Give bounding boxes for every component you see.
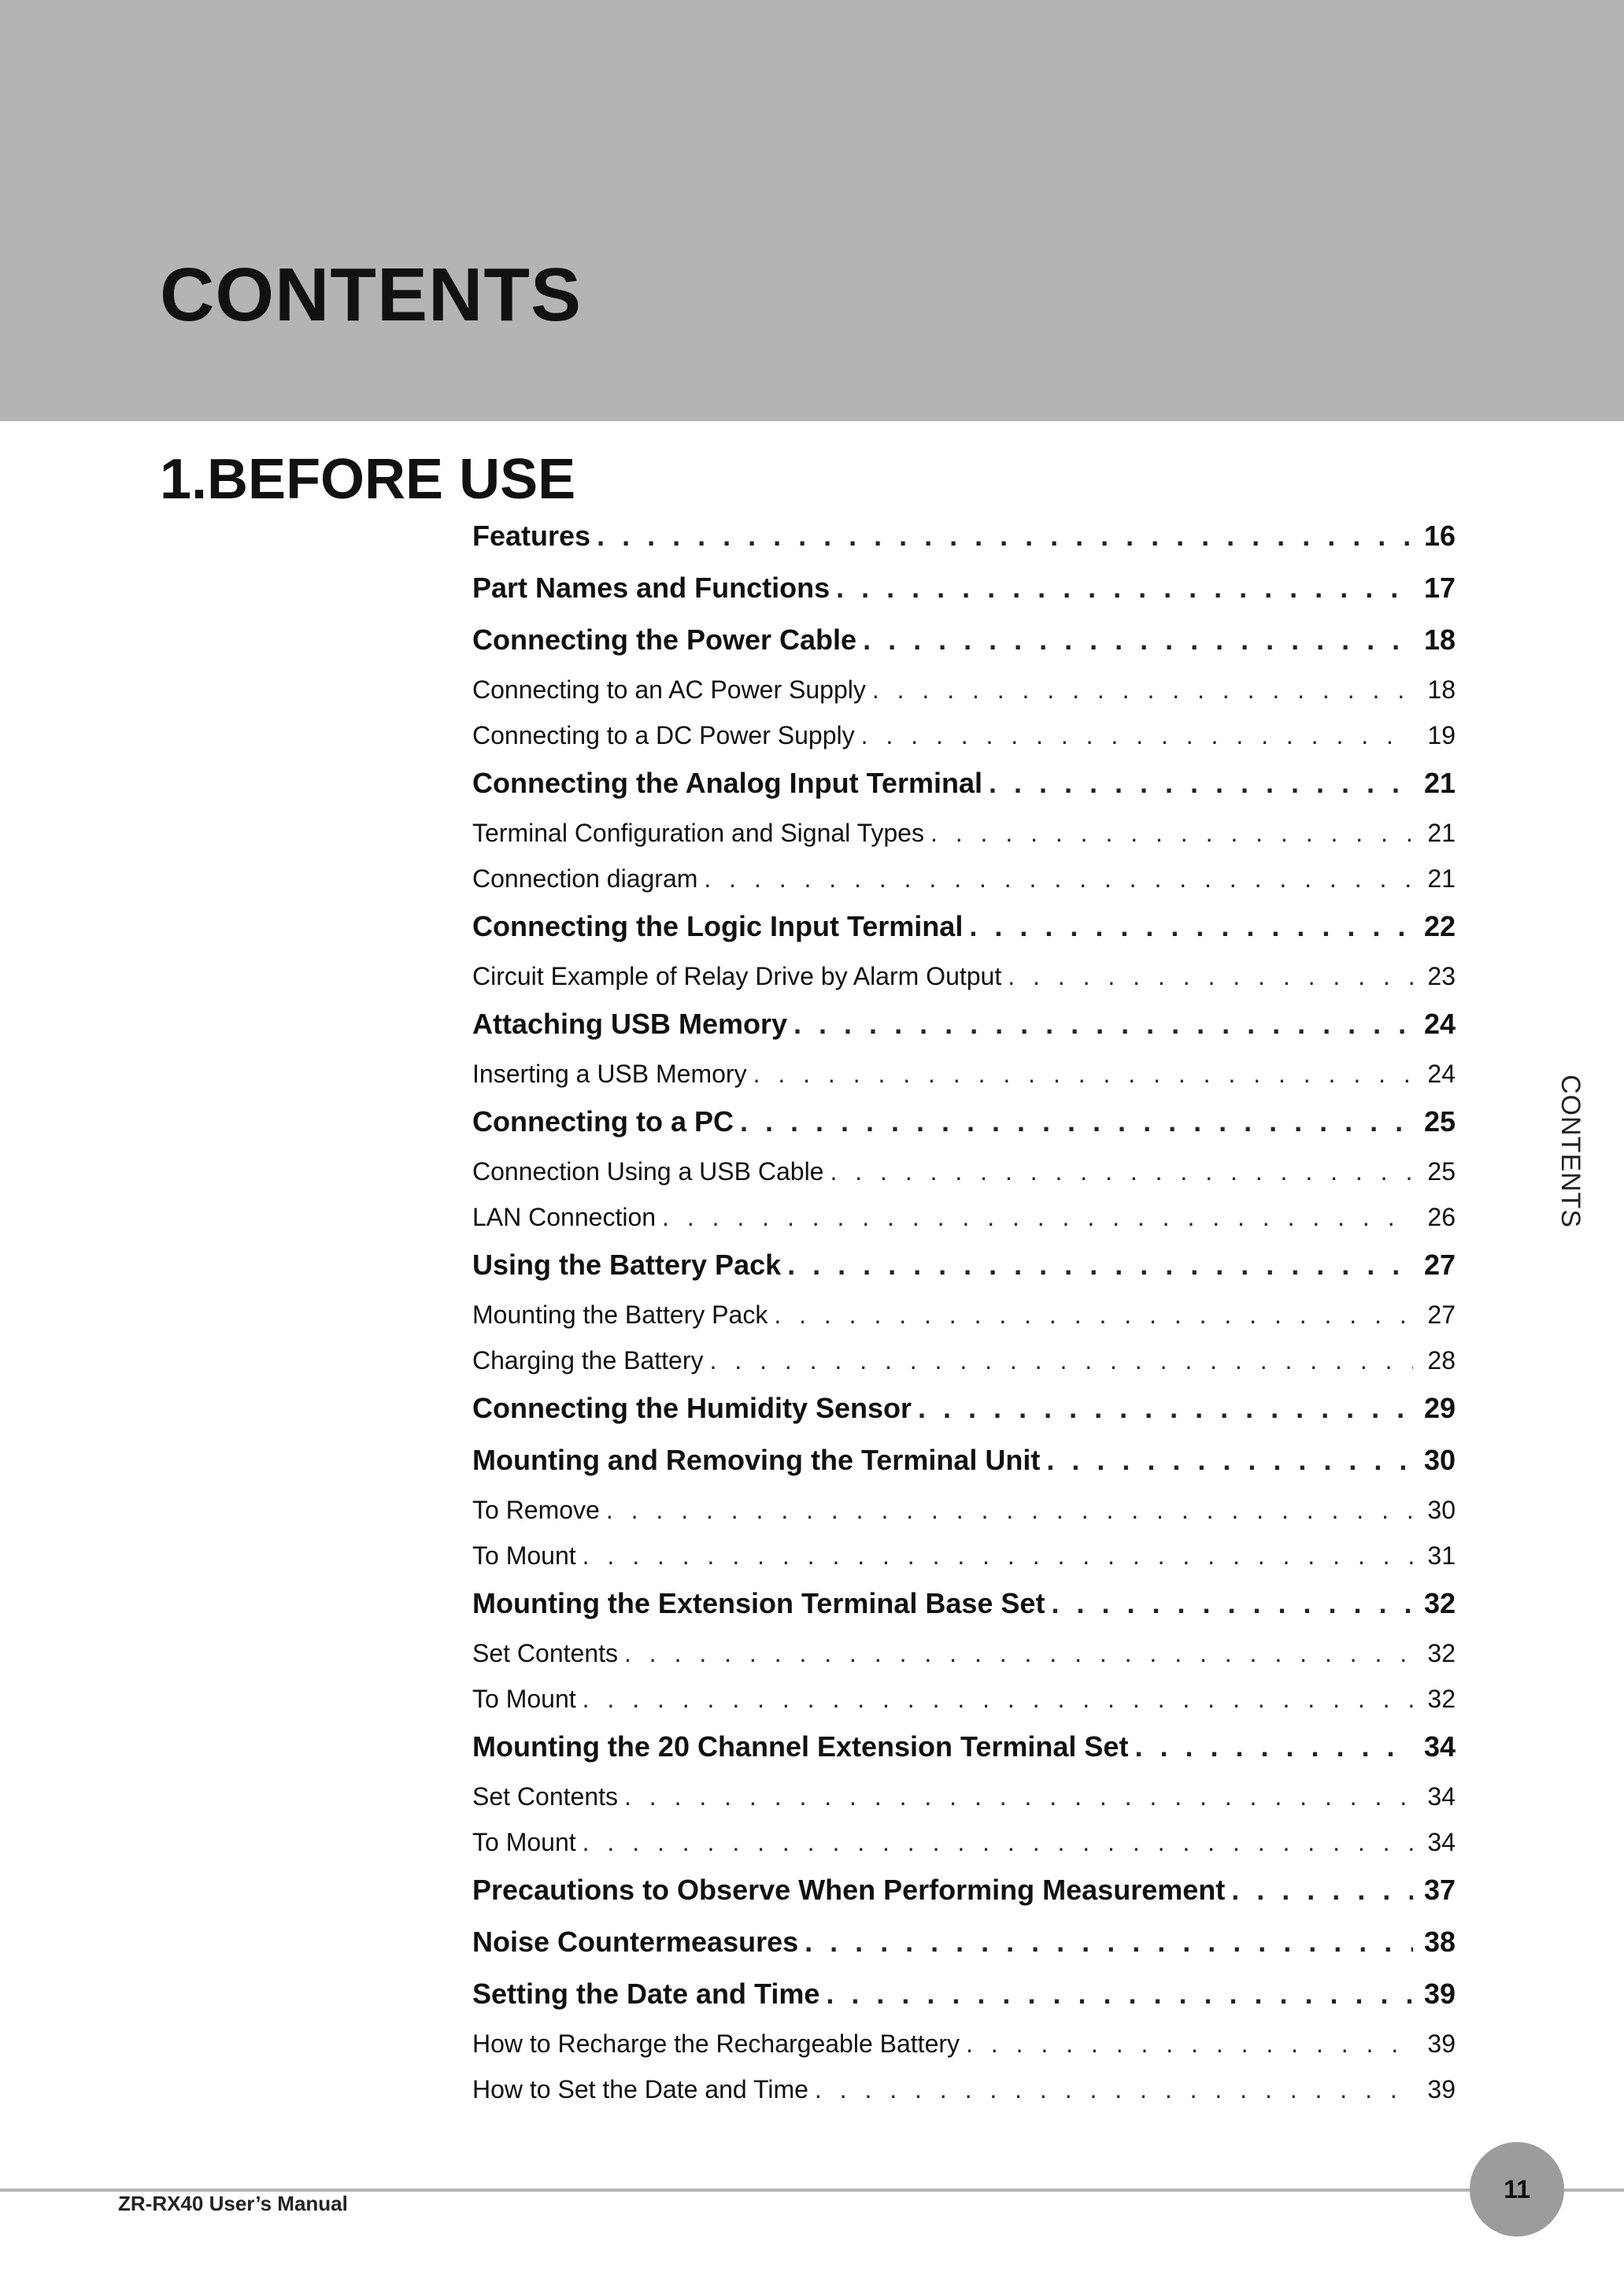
toc-entry-label: Inserting a USB Memory [472,1060,747,1088]
toc-dot-leader [930,819,1413,848]
toc-entry[interactable] [472,1978,1456,2029]
toc-entry-label: Connecting to an AC Power Supply [472,675,866,704]
toc-entry[interactable] [472,623,1456,675]
toc-dot-leader [1008,962,1413,991]
page-number: 11 [1504,2174,1530,2203]
toc-entry[interactable] [472,1105,1456,1157]
toc-entry-page: 27 [1423,1249,1456,1281]
page-title: CONTENTS [160,253,582,337]
toc-entry-page: 39 [1423,1978,1456,2010]
toc-entry-page: 39 [1427,2029,1456,2058]
toc-entry-page: 37 [1423,1874,1456,1906]
toc-entry[interactable] [472,1587,1456,1639]
toc-entry-page: 39 [1427,2075,1456,2103]
toc-entry-label: Charging the Battery [472,1346,704,1375]
toc-entry-label: Connection diagram [472,864,698,893]
toc-entry-page: 16 [1423,520,1456,552]
toc-entry-page: 18 [1427,675,1456,704]
toc-entry-label: Features [472,520,591,552]
toc-subentry[interactable] [472,1060,1456,1105]
toc-entry-page: 21 [1427,864,1456,893]
toc-entry-label: How to Recharge the Rechargeable Battery [472,2029,960,2058]
toc-entry-page: 30 [1423,1444,1456,1476]
toc-subentry[interactable] [472,1301,1456,1346]
toc-dot-leader [815,2075,1413,2104]
page-number-badge [1470,2142,1564,2237]
toc-dot-leader [794,1008,1413,1041]
toc-entry-label: Connecting the Logic Input Terminal [472,910,964,942]
toc-entry-page: 38 [1423,1926,1456,1958]
toc-dot-leader [861,721,1413,750]
toc-entry-label: Connecting to a DC Power Supply [472,721,855,749]
table-of-contents [472,520,1456,2121]
toc-entry-page: 19 [1427,721,1456,749]
toc-subentry[interactable] [472,2029,1456,2075]
toc-subentry[interactable] [472,1828,1456,1874]
toc-entry-page: 21 [1423,767,1456,799]
toc-dot-leader [1046,1444,1413,1477]
toc-entry-label: Set Contents [472,1639,618,1667]
toc-subentry[interactable] [472,1782,1456,1828]
toc-dot-leader [826,1978,1413,2011]
toc-entry[interactable] [472,1926,1456,1978]
toc-dot-leader [624,1782,1413,1811]
toc-dot-leader [805,1926,1413,1959]
toc-subentry[interactable] [472,1203,1456,1249]
toc-dot-leader [662,1203,1413,1232]
toc-entry-label: Setting the Date and Time [472,1978,820,2010]
chapter-title: 1.BEFORE USE [160,448,576,511]
toc-dot-leader [583,1541,1413,1571]
toc-entry-label: How to Set the Date and Time [472,2075,808,2103]
toc-entry-page: 31 [1427,1541,1456,1570]
toc-dot-leader [606,1496,1413,1525]
toc-dot-leader [740,1105,1413,1138]
toc-entry[interactable] [472,1730,1456,1782]
toc-entry-label: Connection Using a USB Cable [472,1157,824,1186]
toc-dot-leader [966,2029,1413,2059]
toc-entry-page: 17 [1423,572,1456,604]
toc-entry-label: Noise Countermeasures [472,1926,799,1958]
toc-entry-page: 29 [1423,1392,1456,1424]
toc-entry[interactable] [472,1008,1456,1060]
toc-entry-page: 25 [1423,1105,1456,1138]
toc-dot-leader [989,767,1413,800]
toc-entry[interactable] [472,910,1456,962]
toc-subentry[interactable] [472,1685,1456,1730]
toc-entry-label: To Mount [472,1541,576,1570]
toc-dot-leader [597,520,1413,553]
toc-subentry[interactable] [472,1496,1456,1541]
toc-entry[interactable] [472,1249,1456,1301]
toc-dot-leader [624,1639,1413,1668]
toc-entry-label: To Mount [472,1685,576,1713]
toc-entry-page: 32 [1427,1639,1456,1667]
toc-entry-label: Terminal Configuration and Signal Types [472,819,924,847]
toc-dot-leader [583,1828,1413,1857]
toc-dot-leader [969,910,1413,943]
toc-entry-page: 34 [1423,1730,1456,1763]
toc-entry[interactable] [472,1444,1456,1496]
toc-dot-leader [583,1685,1413,1714]
toc-entry-label: LAN Connection [472,1203,657,1231]
toc-entry-page: 24 [1423,1008,1456,1040]
toc-entry-label: Connecting the Power Cable [472,623,857,656]
toc-dot-leader [1051,1587,1413,1620]
toc-entry-label: To Mount [472,1828,576,1856]
toc-entry-label: To Remove [472,1496,600,1524]
toc-dot-leader [1231,1874,1413,1907]
toc-entry[interactable] [472,1874,1456,1926]
toc-dot-leader [753,1060,1413,1089]
toc-entry-label: Set Contents [472,1782,618,1811]
toc-dot-leader [704,864,1413,894]
toc-subentry[interactable] [472,2075,1456,2121]
toc-entry-page: 18 [1423,623,1456,656]
toc-subentry[interactable] [472,1157,1456,1203]
toc-subentry[interactable] [472,1346,1456,1392]
toc-dot-leader [863,623,1413,657]
toc-entry-label: Part Names and Functions [472,572,830,604]
toc-entry-page: 30 [1427,1496,1456,1524]
toc-entry-page: 23 [1427,962,1456,990]
toc-entry-label: Mounting the Battery Pack [472,1301,768,1329]
toc-entry[interactable] [472,572,1456,623]
toc-entry-page: 22 [1423,910,1456,942]
toc-entry-label: Connecting the Humidity Sensor [472,1392,912,1424]
toc-dot-leader [872,675,1413,705]
toc-entry-page: 26 [1427,1203,1456,1231]
toc-dot-leader [918,1392,1413,1425]
toc-entry-label: Connecting to a PC [472,1105,734,1138]
footer-manual-name: ZR-RX40 User’s Manual [118,2192,348,2215]
toc-subentry[interactable] [472,819,1456,864]
toc-entry-label: Using the Battery Pack [472,1249,782,1281]
toc-entry-label: Mounting the 20 Channel Extension Terminal Set [472,1730,1129,1763]
header-band [0,0,1624,421]
toc-dot-leader [787,1249,1413,1282]
toc-subentry[interactable] [472,962,1456,1008]
toc-entry-label: Mounting the Extension Terminal Base Set [472,1587,1045,1619]
toc-entry-label: Circuit Example of Relay Drive by Alarm Output [472,962,1002,990]
toc-entry-label: Mounting and Removing the Terminal Unit [472,1444,1041,1476]
toc-subentry[interactable] [472,675,1456,721]
toc-entry-page: 32 [1427,1685,1456,1713]
toc-subentry[interactable] [472,864,1456,910]
toc-entry-page: 27 [1427,1301,1456,1329]
toc-dot-leader [710,1346,1414,1375]
toc-subentry[interactable] [472,1639,1456,1685]
toc-dot-leader [830,1157,1413,1186]
side-tab-label: CONTENTS [1556,1075,1585,1228]
toc-entry-label: Attaching USB Memory [472,1008,788,1040]
toc-entry-page: 21 [1427,819,1456,847]
toc-subentry[interactable] [472,721,1456,767]
toc-entry-label: Connecting the Analog Input Terminal [472,767,982,799]
toc-entry-page: 25 [1427,1157,1456,1186]
toc-entry-page: 34 [1427,1828,1456,1856]
toc-dot-leader [836,572,1413,605]
toc-dot-leader [1134,1730,1413,1763]
toc-subentry[interactable] [472,1541,1456,1587]
toc-entry-page: 32 [1423,1587,1456,1619]
toc-entry[interactable] [472,767,1456,819]
toc-entry-page: 28 [1427,1346,1456,1375]
toc-entry-page: 24 [1427,1060,1456,1088]
toc-entry-page: 34 [1427,1782,1456,1811]
toc-dot-leader [774,1301,1413,1330]
toc-entry-label: Precautions to Observe When Performing Measurement [472,1874,1226,1906]
toc-entry[interactable] [472,1392,1456,1444]
toc-entry[interactable] [472,520,1456,572]
